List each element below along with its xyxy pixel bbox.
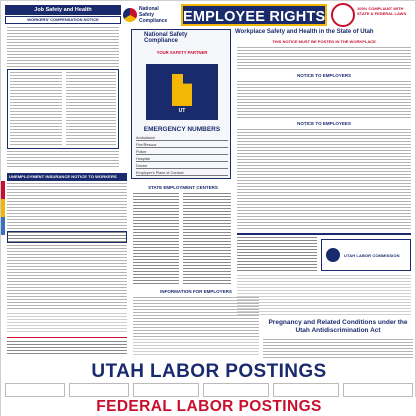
state-map-box (146, 64, 218, 120)
field-police: Police (136, 150, 228, 155)
logo-line-3: Compliance (139, 18, 168, 24)
workers-comp-text (7, 27, 119, 67)
color-stripe-red (1, 181, 5, 199)
right-small-print (237, 275, 411, 315)
compliance-logo (144, 32, 187, 44)
unemployment-title: UNEMPLOYMENT INSURANCE NOTICE TO WORKERS (9, 174, 117, 179)
workers-comp-heading: WORKERS' COMPENSATION NOTICE (5, 16, 121, 24)
employment-centers-heading: STATE EMPLOYMENT CENTERS (148, 185, 218, 190)
right-divider (237, 233, 411, 235)
federal-poster-5 (273, 383, 339, 397)
pregnancy-text (263, 339, 413, 359)
emergency-title: EMERGENCY NUMBERS (143, 126, 221, 133)
contact-block (237, 237, 317, 273)
federal-poster-4 (203, 383, 269, 397)
pregnancy-title: Pregnancy and Related Conditions under the Utah Antidiscrimination Act (268, 319, 408, 334)
compliance-tagline: YOUR SAFETY PARTNER (156, 50, 208, 55)
color-stripe-gold (1, 199, 5, 217)
logo-line-2: Safety (139, 12, 155, 18)
field-doctor: Doctor (136, 164, 228, 169)
utah-labor-postings-banner: UTAH LABOR POSTINGS (91, 361, 327, 382)
badge-text: 100% COMPLIANT WITH STATE & FEDERAL LAWS (357, 6, 407, 16)
compliance-logo-line-1: National Safety (144, 32, 188, 38)
logo-line-1: National (139, 6, 159, 12)
federal-poster-3 (133, 383, 199, 397)
workplace-safety-title: Workplace Safety and Health in the State of Utah (235, 29, 374, 35)
workplace-safety-subtitle: THIS NOTICE MUST BE POSTED IN THE WORKPLACE (272, 39, 376, 44)
workers-comp-footer (7, 151, 119, 169)
unemployment-box (7, 231, 127, 243)
field-contact: Employer's Place of Contact (136, 171, 228, 176)
notice-employees-text (237, 129, 411, 229)
commission-name: UTAH LABOR COMMISSION (344, 253, 400, 258)
workplace-safety-text-1 (237, 47, 411, 71)
commission-seal-icon (326, 248, 340, 262)
federal-labor-postings-banner: FEDERAL LABOR POSTINGS (1, 397, 416, 416)
employment-centers-list-b (183, 193, 231, 285)
compliance-panel (131, 29, 231, 179)
logo-mark-icon (123, 8, 137, 22)
information-footer (133, 339, 259, 357)
utah-map-icon (172, 74, 192, 106)
center-red-note (201, 31, 231, 51)
notice-employers-text (237, 81, 411, 119)
color-stripe-blue (1, 217, 5, 235)
workers-comp-boxes (7, 69, 119, 149)
unemployment-text (7, 183, 127, 229)
employee-rights-banner: EMPLOYEE RIGHTS (181, 4, 327, 26)
information-heading: INFORMATION FOR EMPLOYERS (160, 289, 232, 294)
field-ambulance: Ambulance (136, 136, 228, 141)
notice-employees-heading: NOTICE TO EMPLOYEES (297, 121, 351, 126)
federal-poster-2 (69, 383, 129, 397)
compliance-seal-icon (331, 3, 355, 27)
compliance-badge (331, 3, 413, 27)
unemployment-heading (7, 173, 127, 181)
federal-poster-1 (5, 383, 65, 397)
wage-notice-text (7, 245, 127, 311)
employment-centers-list-a (133, 193, 179, 285)
small-print (7, 313, 127, 333)
field-fire-rescue: Fire/Rescue (136, 143, 228, 148)
notice-employers-heading: NOTICE TO EMPLOYERS (297, 73, 351, 78)
field-hospital: Hospital (136, 157, 228, 162)
state-label: UT (178, 108, 186, 114)
job-safety-banner: Job Safety and Health (5, 5, 121, 15)
federal-poster-6 (343, 383, 413, 397)
left-bottom-logos (7, 337, 127, 357)
national-safety-logo (123, 3, 179, 27)
labor-commission-logo (321, 239, 411, 271)
compliance-logo-line-2: Compliance (144, 38, 179, 44)
